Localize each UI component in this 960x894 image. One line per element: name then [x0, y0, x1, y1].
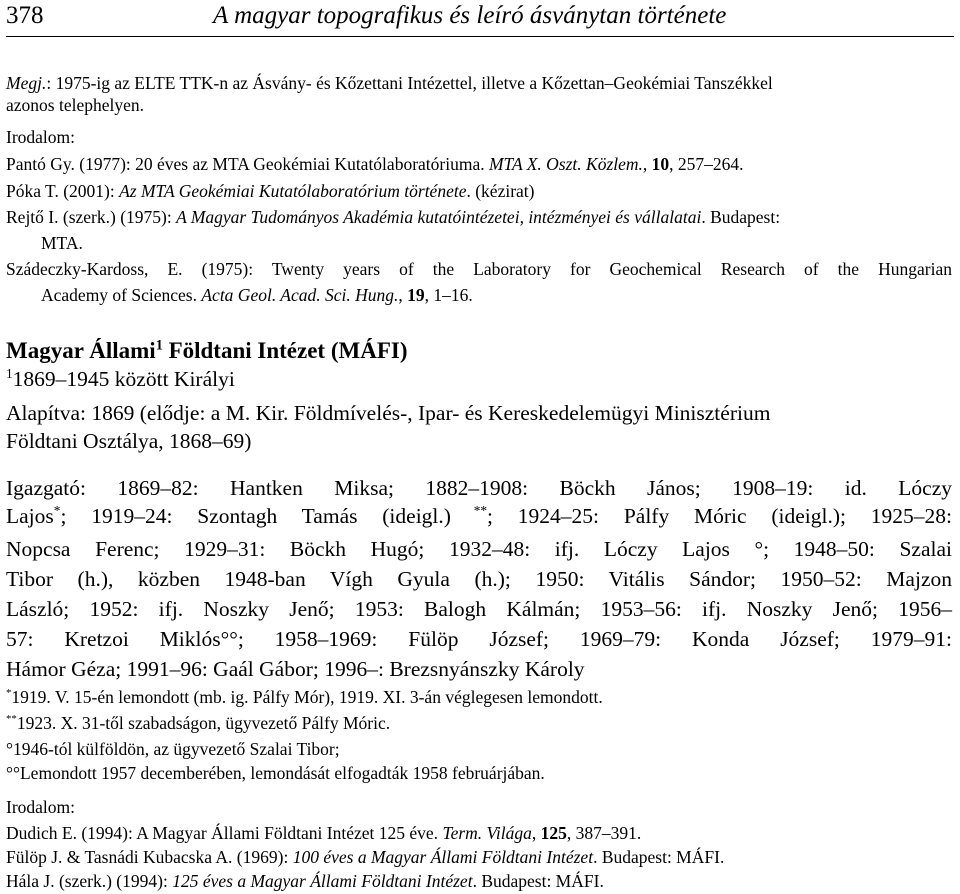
- directors-line-7: Hámor Géza; 1991–96: Gaál Gábor; 1996–: Brezsnyánszky Károly: [6, 657, 585, 681]
- founded-line-1: Alapítva: 1869 (elődje: a M. Kir. Földmívelés-, Ipar- és Kereskedelemügyi Minisztérium: [6, 401, 771, 425]
- directors-line-2: Lajos*; 1919–24: Szontagh Tamás (ideigl.) **; 1924–25: Pálfy Móric (ideigl.); 1925–28:: [6, 502, 952, 528]
- section-title: Magyar Állami$^1$ Földtani Intézet (MÁFI): [6, 337, 408, 363]
- running-title: A magyar topografikus és leíró ásványtan története: [213, 2, 727, 29]
- literature-heading-2: Irodalom:: [6, 797, 76, 817]
- header-rule: [6, 36, 954, 37]
- page-number: 378: [6, 2, 44, 29]
- reference-poka: Póka T. (2001): Az MTA Geokémiai Kutatólaboratórium története. (kézirat): [6, 181, 535, 201]
- footnote-star: *1919. V. 15-én lemondott (mb. ig. Pálfy Mór), 1919. XI. 3-án véglegesen lemondott.: [6, 687, 603, 707]
- footnote-degree: °1946-tól külföldön, az ügyvezető Szalai Tibor;: [6, 739, 340, 759]
- literature-heading: Irodalom:: [6, 127, 76, 147]
- note-label: Megj.: [6, 73, 47, 93]
- directors-line-4: Tibor (h.), közben 1948-ban Vígh Gyula (h.); 1950: Vitális Sándor; 1950–52: Majzon: [6, 567, 952, 591]
- reference-dudich: Dudich E. (1994): A Magyar Állami Földtani Intézet 125 éve. Term. Világa, 125, 387–391.: [6, 823, 642, 843]
- footnote-double-degree: °°Lemondott 1957 decemberében, lemondását elfogadták 1958 februárjában.: [6, 763, 545, 783]
- reference-fulop: Fülöp J. & Tasnádi Kubacska A. (1969): 100 éves a Magyar Állami Földtani Intézet. Budapest: MÁFI.: [6, 847, 725, 867]
- directors-line-6: 57: Kretzoi Miklós°°; 1958–1969: Fülöp József; 1969–79: Konda József; 1979–91:: [6, 627, 952, 651]
- founded-line-2: Földtani Osztálya, 1868–69): [6, 429, 252, 453]
- section-footnote-royal: $^1$1869–1945 között Királyi: [6, 365, 235, 391]
- footnote-double-star: **1923. X. 31-től szabadságon, ügyvezető Pálfy Móric.: [6, 713, 391, 733]
- directors-line-1: Igazgató: 1869–82: Hantken Miksa; 1882–1908: Böckh János; 1908–19: id. Lóczy: [6, 476, 952, 500]
- reference-szadeczky: Szádeczky-Kardoss, E. (1975): Twenty years of the Laboratory for Geochemical Research of the Hungarian: [6, 259, 952, 279]
- reference-hala: Hála J. (szerk.) (1994): 125 éves a Magyar Állami Földtani Intézet. Budapest: MÁFI.: [6, 871, 604, 891]
- reference-szadeczky-cont: Academy of Sciences. Acta Geol. Acad. Sci. Hung., 19, 1–16.: [41, 285, 473, 305]
- note-line-1: Megj.: 1975-ig az ELTE TTK-n az Ásvány- és Kőzettani Intézettel, illetve a Kőzettan–Geokémiai Tanszékkel: [6, 73, 773, 93]
- reference-rejto: Rejtő I. (szerk.) (1975): A Magyar Tudományos Akadémia kutatóintézetei, intézményei és vállalatai. Budapest:: [6, 207, 781, 227]
- running-header: [6, 0, 954, 40]
- directors-line-5: László; 1952: ifj. Noszky Jenő; 1953: Balogh Kálmán; 1953–56: ifj. Noszky Jenő; 1956–: [6, 597, 952, 621]
- directors-line-3: Nopcsa Ferenc; 1929–31: Böckh Hugó; 1932–48: ifj. Lóczy Lajos °; 1948–50: Szalai: [6, 537, 952, 561]
- note-line-2: azonos telephelyen.: [6, 95, 145, 115]
- reference-rejto-cont: MTA.: [41, 233, 83, 253]
- reference-panto: Pantó Gy. (1977): 20 éves az MTA Geokémiai Kutatólaboratóriuma. MTA X. Oszt. Közlem., 10, 257–264.: [6, 154, 744, 174]
